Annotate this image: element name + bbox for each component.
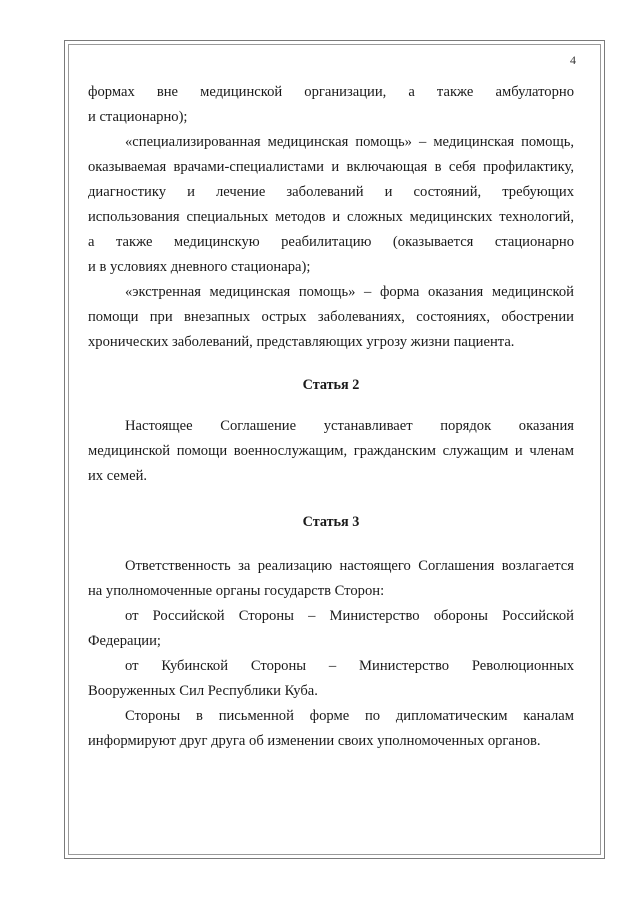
text-line: диагностику и лечение заболеваний и состояний, требующих bbox=[88, 184, 574, 200]
page-number: 4 bbox=[570, 53, 576, 67]
text-line: от Российской Стороны – Министерство обороны Российской bbox=[125, 608, 574, 624]
text-line: а также медицинскую реабилитацию (оказывается стационарно bbox=[88, 234, 574, 250]
document-body bbox=[88, 80, 574, 754]
text-line: и в условиях дневного стационара); bbox=[88, 259, 311, 275]
text-line: «специализированная медицинская помощь» – медицинская помощь, bbox=[125, 134, 574, 150]
text-line: Настоящее Соглашение устанавливает порядок оказания bbox=[125, 418, 574, 434]
text-line: медицинской помощи военнослужащим, гражданским служащим и членам bbox=[88, 443, 574, 459]
article-3-heading: Статья 3 bbox=[302, 514, 360, 530]
article-2-heading: Статья 2 bbox=[302, 377, 360, 393]
text-line: оказываемая врачами-специалистами и включающая в себя профилактику, bbox=[88, 159, 574, 175]
text-line: на уполномоченные органы государств Сторон: bbox=[88, 583, 385, 599]
text-line: и стационарно); bbox=[88, 109, 188, 125]
text-line: информируют друг друга об изменении своих уполномоченных органов. bbox=[88, 733, 541, 749]
text-line: Стороны в письменной форме по дипломатическим каналам bbox=[125, 708, 574, 724]
text-line: хронических заболеваний, представляющих угрозу жизни пациента. bbox=[88, 334, 515, 350]
text-line: Вооруженных Сил Республики Куба. bbox=[88, 683, 318, 699]
text-line: «экстренная медицинская помощь» – форма оказания медицинской bbox=[125, 284, 574, 300]
text-line: от Кубинской Стороны – Министерство Революционных bbox=[125, 658, 574, 674]
text-line: Федерации; bbox=[88, 633, 161, 649]
text-line: формах вне медицинской организации, а также амбулаторно bbox=[88, 84, 574, 100]
text-line: их семей. bbox=[88, 468, 148, 484]
text-line: помощи при внезапных острых заболеваниях, состояниях, обострении bbox=[88, 309, 574, 325]
text-line: использования специальных методов и сложных медицинских технологий, bbox=[88, 209, 574, 225]
text-line: Ответственность за реализацию настоящего Соглашения возлагается bbox=[125, 558, 574, 574]
